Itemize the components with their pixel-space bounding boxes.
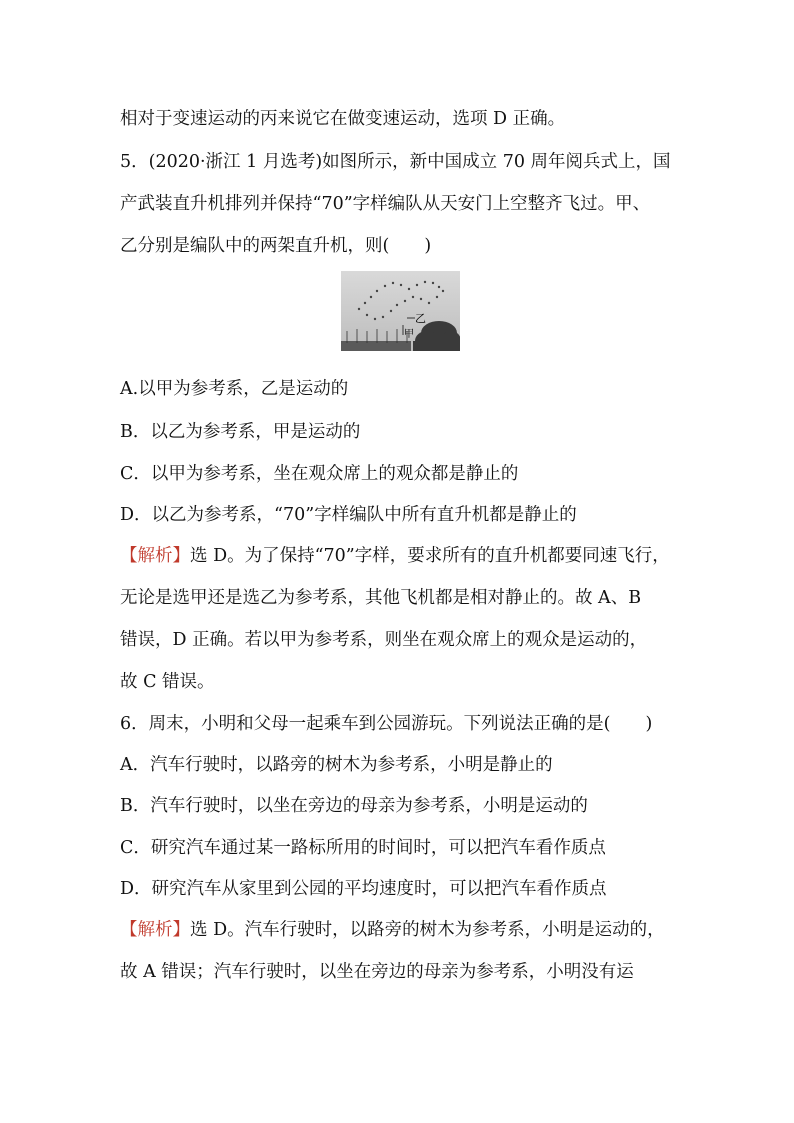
option-6c: C．研究汽车通过某一路标所用的时间时，可以把汽车看作质点 xyxy=(120,838,606,858)
option-5b: B．以乙为参考系，甲是运动的 xyxy=(120,422,361,442)
question-5-stem: 5．(2020·浙江 1 月选考)如图所示，新中国成立 70 周年阅兵式上，国 xyxy=(120,152,671,172)
photo-svg xyxy=(341,271,460,351)
analysis-tag: 【解析】 xyxy=(120,546,190,566)
option-5a: A.以甲为参考系，乙是运动的 xyxy=(120,379,349,399)
answer-5-text: 故 C 错误。 xyxy=(120,672,215,692)
option-5c: C．以甲为参考系，坐在观众席上的观众都是静止的 xyxy=(120,464,519,484)
answer-5-text: 选 D。为了保持“70”字样，要求所有的直升机都要同速飞行， xyxy=(190,546,670,566)
analysis-tag: 【解析】 xyxy=(120,920,190,940)
option-6a: A．汽车行驶时，以路旁的树木为参考系，小明是静止的 xyxy=(120,755,553,775)
option-5d: D．以乙为参考系，“70”字样编队中所有直升机都是静止的 xyxy=(120,505,577,525)
answer-6-text: 故 A 错误；汽车行驶时，以坐在旁边的母亲为参考系，小明没有运 xyxy=(120,962,634,982)
question-6-stem: 6．周末，小明和父母一起乘车到公园游玩。下列说法正确的是( ) xyxy=(120,714,653,734)
answer-5-text: 错误，D 正确。若以甲为参考系，则坐在观众席上的观众是运动的， xyxy=(120,630,648,650)
label-jia: 甲 xyxy=(404,329,414,340)
question-5-stem: 乙分别是编队中的两架直升机，则( ) xyxy=(120,236,432,256)
answer-5-first-line xyxy=(120,544,670,568)
option-6d: D．研究汽车从家里到公园的平均速度时，可以把汽车看作质点 xyxy=(120,879,607,899)
question-5-stem: 产武装直升机排列并保持“70”字样编队从天安门上空整齐飞过。甲、 xyxy=(120,194,651,214)
helicopter-formation-photo xyxy=(341,271,460,351)
text-line: 相对于变速运动的丙来说它在做变速运动，选项 D 正确。 xyxy=(120,109,566,129)
answer-6-first-line xyxy=(120,918,665,942)
label-yi: 乙 xyxy=(415,312,426,325)
option-6b: B．汽车行驶时，以坐在旁边的母亲为参考系，小明是运动的 xyxy=(120,796,588,816)
answer-5-text: 无论是选甲还是选乙为参考系，其他飞机都是相对静止的。故 A、B xyxy=(120,588,642,608)
answer-6-text: 选 D。汽车行驶时，以路旁的树木为参考系，小明是运动的， xyxy=(190,920,665,940)
